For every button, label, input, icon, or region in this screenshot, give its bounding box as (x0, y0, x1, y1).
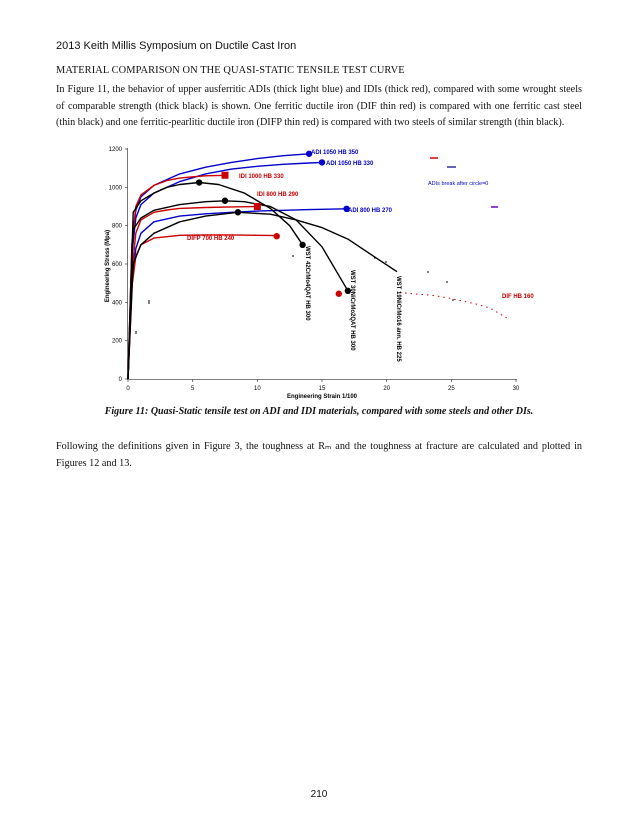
break-point-marker (235, 209, 241, 215)
y-axis-label: Engineering Stress (Mpa) (105, 229, 111, 303)
tensile-curve-chart (92, 142, 552, 404)
label-adi-1050-hb-350: ADI 1050 HB 350 (311, 150, 359, 156)
break-point-marker (274, 233, 280, 239)
series-line-adi-1050-hb-350 (128, 154, 309, 379)
page-number: 210 (310, 789, 328, 800)
break-point-marker (319, 159, 325, 165)
x-axis-label: Engineering Strain 1/100 (286, 394, 358, 400)
x-tick-label: 20 (383, 386, 391, 392)
x-tick-label: 0 (126, 386, 130, 392)
label-wst-19nicrmo16: WST 19NiCrMo16 ann. HB 225 (395, 276, 401, 362)
legend-note: ADIs break after circle=0 (428, 181, 489, 187)
paragraph-intro: In Figure 11, the behavior of upper ausferritic ADIs (thick light blue) and IDIs (thick red), compared with some wrought steels of comparable strength (thick black) is shown. One ferritic ductile iron (DIF thin red) is compared with one ferritic cast steel (thin black) and one ferritic-pearlitic ductile iron (DIFP thin red) is compared with two steels of similar strength (thin black). (56, 84, 582, 128)
dotted-marks (136, 256, 454, 334)
y-tick-label: 1000 (108, 185, 122, 192)
x-axis-ticks (126, 379, 520, 392)
y-tick-label: 400 (111, 300, 122, 307)
label-adi-800-hb-270: ADI 800 HB 270 (348, 208, 393, 214)
y-tick-label: 600 (111, 262, 122, 268)
x-tick-label: 30 (512, 386, 520, 392)
x-tick-label: 25 (447, 386, 455, 392)
label-difp-700-hb-240: DIFP 700 HB 240 (187, 236, 235, 242)
break-point-marker (222, 198, 228, 204)
y-tick-label: 0 (118, 377, 122, 383)
square-marker (222, 172, 229, 179)
y-tick-label: 200 (111, 338, 122, 345)
x-tick-label: 10 (253, 386, 261, 392)
series-line-wst-19nicrmo16-ann-hb-225 (128, 212, 397, 379)
series-lines (128, 154, 510, 379)
y-tick-label: 1200 (108, 147, 122, 153)
label-wst-30nicrmo2: WST 30NiCrMo2QAT HB 300 (349, 270, 355, 351)
label-idi-1000-hb-330: IDI 1000 HB 330 (239, 174, 284, 180)
section-title: MATERIAL COMPARISON ON THE QUASI-STATIC TENSILE TEST CURVE (56, 65, 405, 76)
label-idi-800-hb-290: IDI 800 HB 290 (257, 192, 299, 198)
break-point-marker (196, 179, 202, 185)
series-line-difp-700-hb-240 (128, 235, 277, 379)
label-wst-42crmo4: WST 42CrMo4QAT HB 300 (304, 246, 310, 321)
label-dif-hb-160: DIF HB 160 (502, 294, 534, 300)
x-tick-label: 5 (190, 386, 195, 392)
series-line-idi-800-hb-290 (128, 207, 257, 380)
running-header: 2013 Keith Millis Symposium on Ductile Cast Iron (56, 40, 297, 52)
series-line-dif-hb-160 (400, 292, 510, 319)
y-axis-ticks (109, 147, 128, 383)
break-point-marker (336, 291, 342, 297)
y-tick-label: 800 (111, 223, 122, 230)
label-adi-1050-hb-330: ADI 1050 HB 330 (326, 161, 374, 167)
series-line-wst-30nicrmo2qat-hb-300 (128, 201, 348, 379)
square-marker (254, 203, 261, 210)
series-markers (196, 151, 351, 297)
paragraph-following: Following the definitions given in Figure 3, the toughness at Rₘ and the toughness at fracture are calculated and plotted in Figures 12 and 13. (56, 441, 582, 469)
x-tick-label: 15 (318, 386, 326, 392)
figure-caption: Figure 11: Quasi-Static tensile test on ADI and IDI materials, compared with some steels and other DIs. (104, 406, 534, 417)
